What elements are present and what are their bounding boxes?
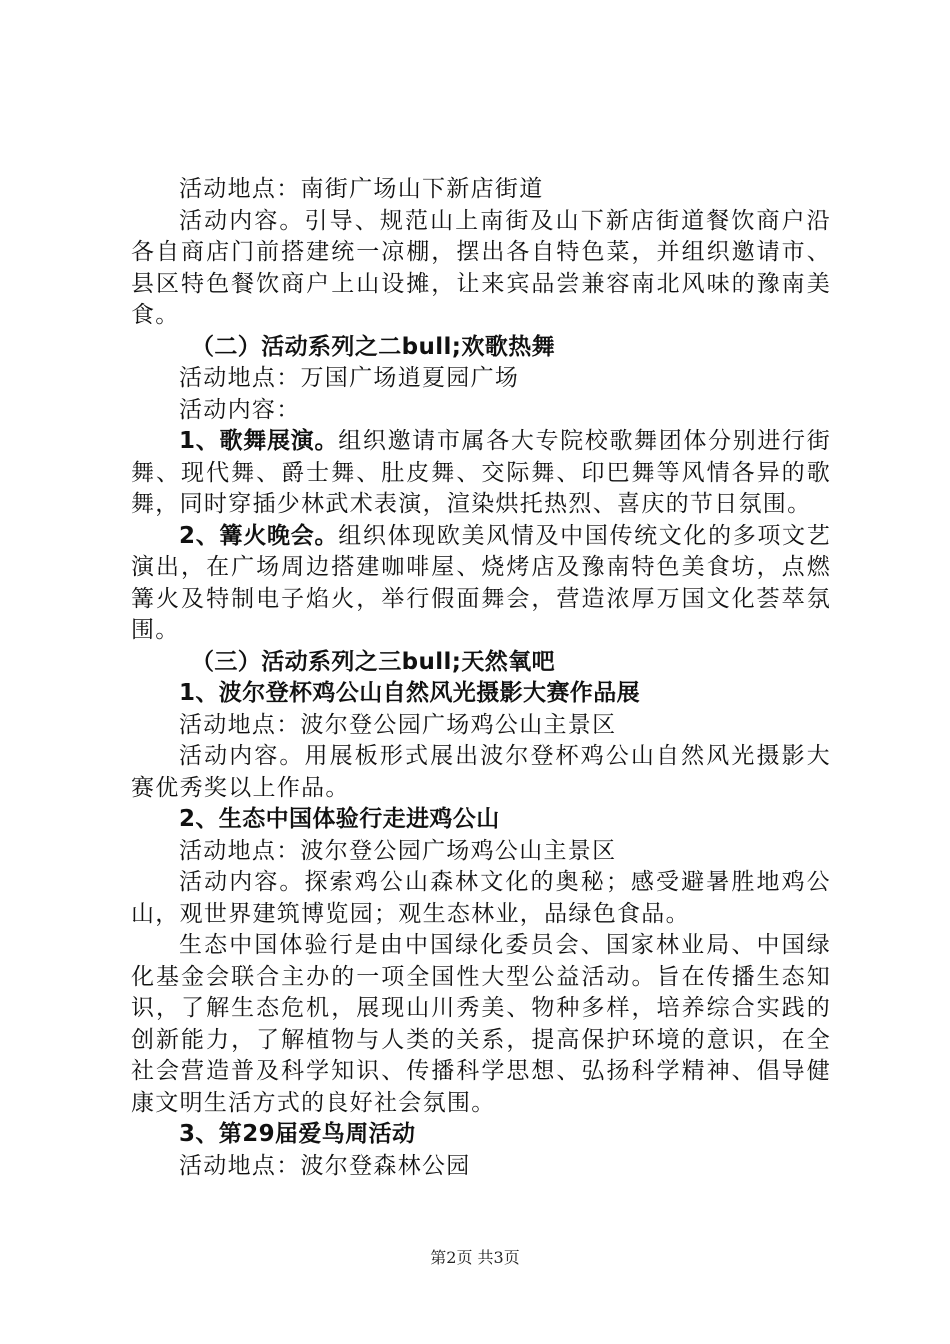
item-text-bonfire: 组织体现欧美风情及中国传统文化的多项文艺演出，在广场周边搭建咖啡屋、烧烤店及豫南特色美食坊，点燃篝火及特制电子焰火，举行假面舞会，营造浓厚万国文化荟萃氛围。 xyxy=(131,522,831,643)
paragraph-eco-china-description: 生态中国体验行是由中国绿化委员会、国家林业局、中国绿化基金会联合主办的一项全国性大型公益活动。旨在传播生态知识，了解生态危机，展现山川秀美、物种多样，培养综合实践的创新能力，了解植物与人类的关系，提高保护环境的意识，在全社会营造普及科学知识、传播科学思想、弘扬科学精神、倡导健康文明生活方式的良好社会氛围。 xyxy=(131,932,831,1116)
paragraph-location-2: 活动地点：万国广场逍夏园广场 xyxy=(179,365,520,391)
paragraph-content-label-2: 活动内容： xyxy=(179,396,301,423)
item-text-song-dance: 组织邀请市属各大专院校歌舞团体分别进行街舞、现代舞、爵士舞、肚皮舞、交际舞、印巴舞等风情各异的歌舞，同时穿插少林武术表演，渲染烘托热烈、喜庆的节日氛围。 xyxy=(131,428,831,517)
item-label-bonfire: 2、篝火晚会。 xyxy=(179,522,339,549)
paragraph-bonfire xyxy=(131,521,831,647)
paragraph-content-4: 活动内容。探索鸡公山森林文化的奥秘；感受避暑胜地鸡公山，观世界建筑博览园；观生态林业，品绿色食品。 xyxy=(131,869,831,927)
item-label-song-dance: 1、歌舞展演。 xyxy=(179,428,339,454)
subheading-bird-week: 3、第29届爱鸟周活动 xyxy=(179,1121,416,1147)
page-number-footer: 第2页 共3页 xyxy=(430,1248,520,1267)
paragraph-location-5: 活动地点：波尔登森林公园 xyxy=(179,1152,471,1179)
document-body xyxy=(131,174,831,1182)
paragraph-song-dance xyxy=(131,426,831,521)
subheading-photo-exhibition: 1、波尔登杯鸡公山自然风光摄影大赛作品展 xyxy=(179,680,641,706)
paragraph-location-3: 活动地点：波尔登公园广场鸡公山主景区 xyxy=(179,711,617,738)
subheading-eco-china: 2、生态中国体验行走进鸡公山 xyxy=(179,806,500,832)
paragraph-location-1: 活动地点：南街广场山下新店街道 xyxy=(179,176,544,202)
paragraph-content-1: 活动内容。引导、规范山上南街及山下新店街道餐饮商户沿各自商店门前搭建统一凉棚，摆出各自特色菜，并组织邀请市、县区特色餐饮商户上山设摊，让来宾品尝兼容南北风味的豫南美食。 xyxy=(131,207,831,328)
paragraph-location-4: 活动地点：波尔登公园广场鸡公山主景区 xyxy=(179,837,617,864)
paragraph-content-3: 活动内容。用展板形式展出波尔登杯鸡公山自然风光摄影大赛优秀奖以上作品。 xyxy=(131,743,831,801)
section-heading-2: （二）活动系列之二bull;欢歌热舞 xyxy=(191,333,556,360)
section-heading-3: （三）活动系列之三bull;天然氧吧 xyxy=(191,648,556,675)
